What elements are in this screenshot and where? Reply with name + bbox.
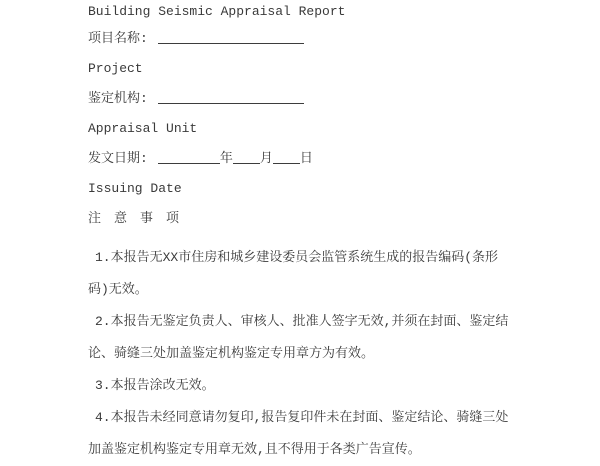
field-issuing-date-day-suffix: 日 <box>299 151 313 166</box>
field-appraisal-unit <box>88 84 515 114</box>
field-issuing-date-year-blank <box>158 151 220 164</box>
note-item-2: 2.本报告无鉴定负责人、审核人、批准人签字无效,并须在封面、鉴定结论、骑缝三处加盖鉴定机构鉴定专用章方为有效。 <box>88 314 509 361</box>
field-appraisal-unit-blank <box>158 91 304 104</box>
field-appraisal-unit-label: 鉴定机构: <box>88 91 148 106</box>
field-issuing-date <box>88 144 515 174</box>
field-issuing-date-month-blank <box>233 151 260 164</box>
document-title-en: Building Seismic Appraisal Report <box>88 4 346 19</box>
note-item-3: 3.本报告涂改无效。 <box>95 378 215 393</box>
field-project-name <box>88 24 515 54</box>
field-issuing-date-label: 发文日期: <box>88 151 148 166</box>
field-project-name-sublabel: Project <box>88 61 143 76</box>
note-item-1: 1.本报告无XX市住房和城乡建设委员会监管系统生成的报告编码(条形码)无效。 <box>88 250 499 297</box>
field-project-name-blank <box>158 31 304 44</box>
note-item-4: 4.本报告未经同意请勿复印,报告复印件未在封面、鉴定结论、骑缝三处加盖鉴定机构鉴定专用章无效,且不得用于各类广告宣传。 <box>88 410 509 457</box>
field-issuing-date-year-suffix: 年 <box>219 151 233 166</box>
field-project-name-label: 项目名称: <box>88 31 148 46</box>
field-issuing-date-sublabel: Issuing Date <box>88 181 182 196</box>
field-issuing-date-month-suffix: 月 <box>259 151 273 166</box>
notes-list <box>88 242 515 466</box>
field-issuing-date-day-blank <box>273 151 300 164</box>
field-appraisal-unit-sublabel: Appraisal Unit <box>88 121 198 136</box>
notes-heading: 注 意 事 项 <box>88 211 180 226</box>
